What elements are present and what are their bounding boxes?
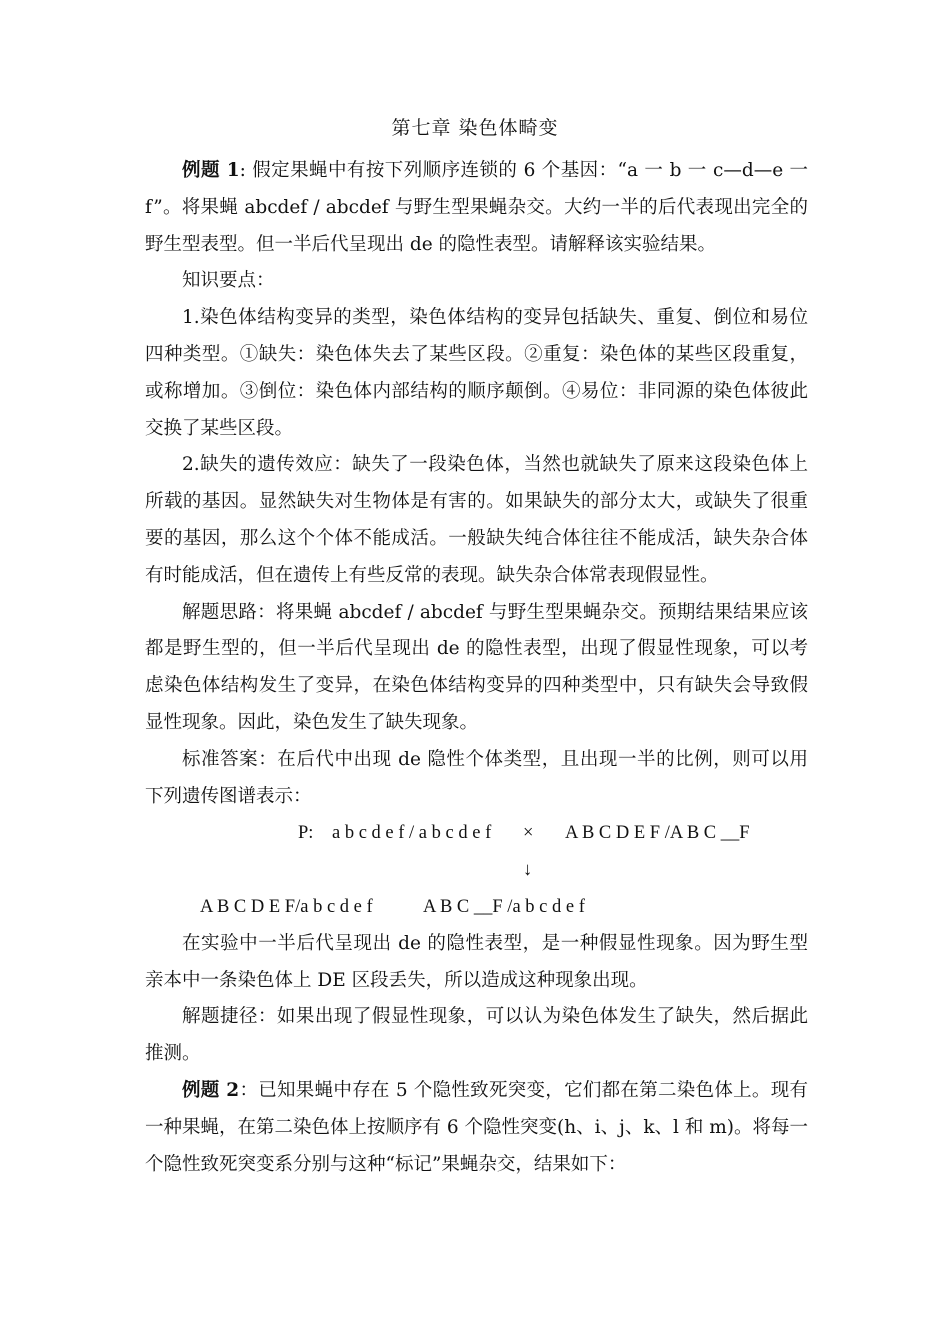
example-1-paragraph xyxy=(145,153,808,263)
example-1-label: 例题 1 xyxy=(182,160,240,181)
cross-diagram-offspring xyxy=(145,889,808,926)
solution-shortcut: 解题捷径：如果出现了假显性现象，可以认为染色体发生了缺失，然后据此推测。 xyxy=(145,1006,808,1065)
document-body xyxy=(145,153,808,1183)
offspring-1-genotype: A B C D E F/a b c d e f xyxy=(200,896,373,917)
parent-2-genotype: A B C D E F /A B C __F xyxy=(565,823,750,844)
down-arrow-icon: ↓ xyxy=(523,860,533,881)
cross-diagram-parents xyxy=(145,815,808,852)
answer-explanation: 在实验中一半后代呈现出 de 的隐性表型，是一种假显性现象。因为野生型亲本中一条染色体上 DE 区段丢失，所以造成这种现象出现。 xyxy=(145,932,808,991)
knowledge-point-1: 1.染色体结构变异的类型，染色体结构的变异包括缺失、重复、倒位和易位四种类型。①缺失：染色体失去了某些区段。②重复：染色体的某些区段重复，或称增加。③倒位：染色体内部结构的顺序颠倒。④易位：非同源的染色体彼此交换了某些区段。 xyxy=(145,307,808,439)
knowledge-point-2: 2.缺失的遗传效应：缺失了一段染色体，当然也就缺失了原来这段染色体上所载的基因。显然缺失对生物体是有害的。如果缺失的部分太大，或缺失了很重要的基因，那么这个个体不能成活。一般缺失纯合体往往不能成活，缺失杂合体有时能成活，但在遗传上有些反常的表现。缺失杂合体常表现假显性。 xyxy=(145,454,808,586)
chapter-title: 第七章 染色体畸变 xyxy=(391,117,559,139)
parental-label: P: xyxy=(298,823,314,844)
example-2-paragraph xyxy=(145,1073,808,1183)
offspring-2-genotype: A B C __F /a b c d e f xyxy=(423,896,585,917)
example-2-text: ：已知果蝇中存在 5 个隐性致死突变，它们都在第二染色体上。现有一种果蝇，在第二染色体上按顺序有 6 个隐性突变(h、i、j、k、l 和 m)。将每一个隐性致死突变系分别与这种“标记”果蝇杂交，结果如下： xyxy=(145,1079,808,1175)
parent-1-genotype: a b c d e f / a b c d e f xyxy=(332,823,492,844)
example-1-text: : 假定果蝇中有按下列顺序连锁的 6 个基因：“a 一 b 一 c—d—e 一 f”。将果蝇 abcdef / abcdef 与野生型果蝇杂交。大约一半的后代表现出完全的野生型表型。但一半后代呈现出 de 的隐性表型。请解释该实验结果。 xyxy=(145,160,808,255)
cross-symbol: × xyxy=(523,823,534,844)
knowledge-heading: 知识要点： xyxy=(182,270,275,292)
cross-diagram-arrow xyxy=(145,852,808,889)
standard-answer-intro: 标准答案：在后代中出现 de 隐性个体类型，且出现一半的比例，则可以用下列遗传图谱表示： xyxy=(145,748,808,807)
example-2-label: 例题 2 xyxy=(182,1079,240,1101)
solution-thinking: 解题思路：将果蝇 abcdef / abcdef 与野生型果蝇杂交。预期结果结果应该都是野生型的，但一半后代呈现出 de 的隐性表型，出现了假显性现象，可以考虑染色体结构发生了变异，在染色体结构变异的四种类型中，只有缺失会导致假显性现象。因此，染色发生了缺失现象。 xyxy=(145,601,808,733)
